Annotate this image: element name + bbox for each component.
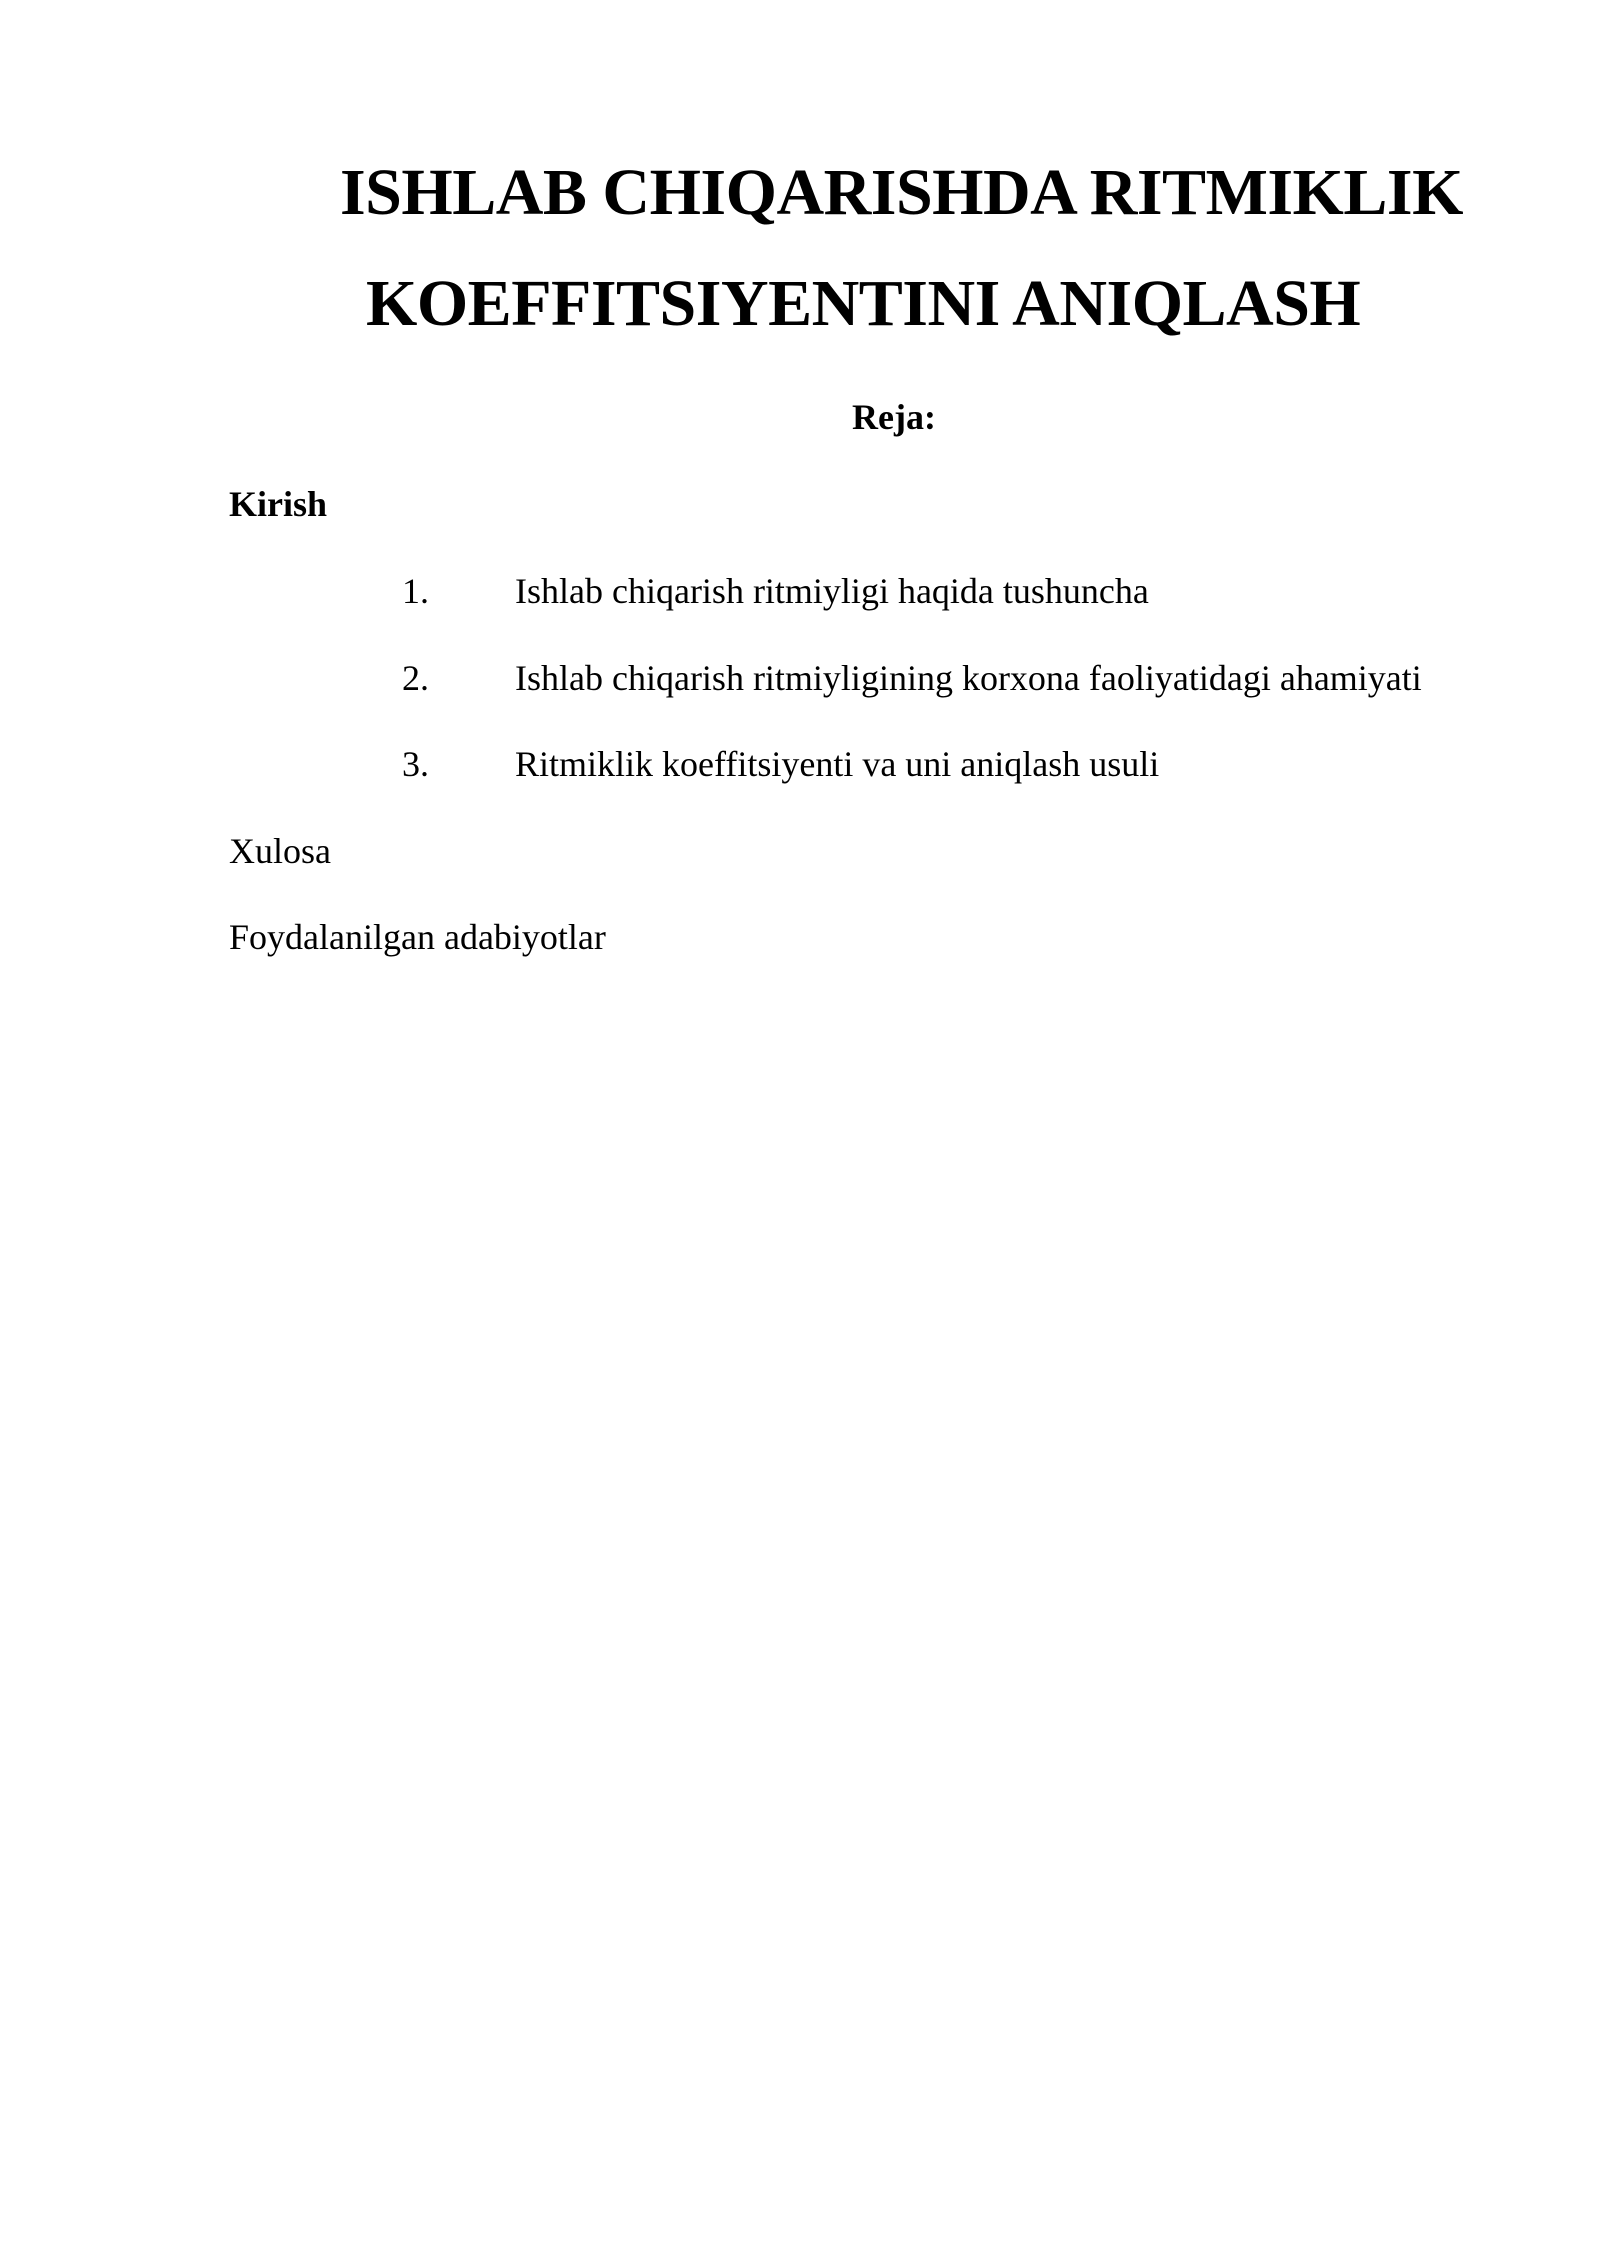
intro-heading: Kirish xyxy=(229,484,328,524)
plan-item-text: Ritmiklik koeffitsiyenti va uni aniqlash usuli xyxy=(515,744,1160,784)
plan-item-number: 1. xyxy=(402,571,429,611)
plan-list-item xyxy=(0,573,1600,617)
document-title-line-1: ISHLAB CHIQARISHDA RITMIKLIK xyxy=(340,156,1463,229)
references-item: Foydalanilgan adabiyotlar xyxy=(229,917,606,957)
conclusion-item: Xulosa xyxy=(229,831,331,871)
plan-list-item xyxy=(0,660,1600,704)
plan-item-number: 2. xyxy=(402,658,429,698)
plan-item-text: Ishlab chiqarish ritmiyligining korxona faoliyatidagi ahamiyati xyxy=(515,658,1422,698)
plan-heading: Reja: xyxy=(852,397,936,437)
plan-item-number: 3. xyxy=(402,744,429,784)
document-title-line-2: KOEFFITSIYENTINI ANIQLASH xyxy=(366,267,1361,340)
plan-list-item xyxy=(0,746,1600,790)
plan-item-text: Ishlab chiqarish ritmiyligi haqida tushuncha xyxy=(515,571,1149,611)
